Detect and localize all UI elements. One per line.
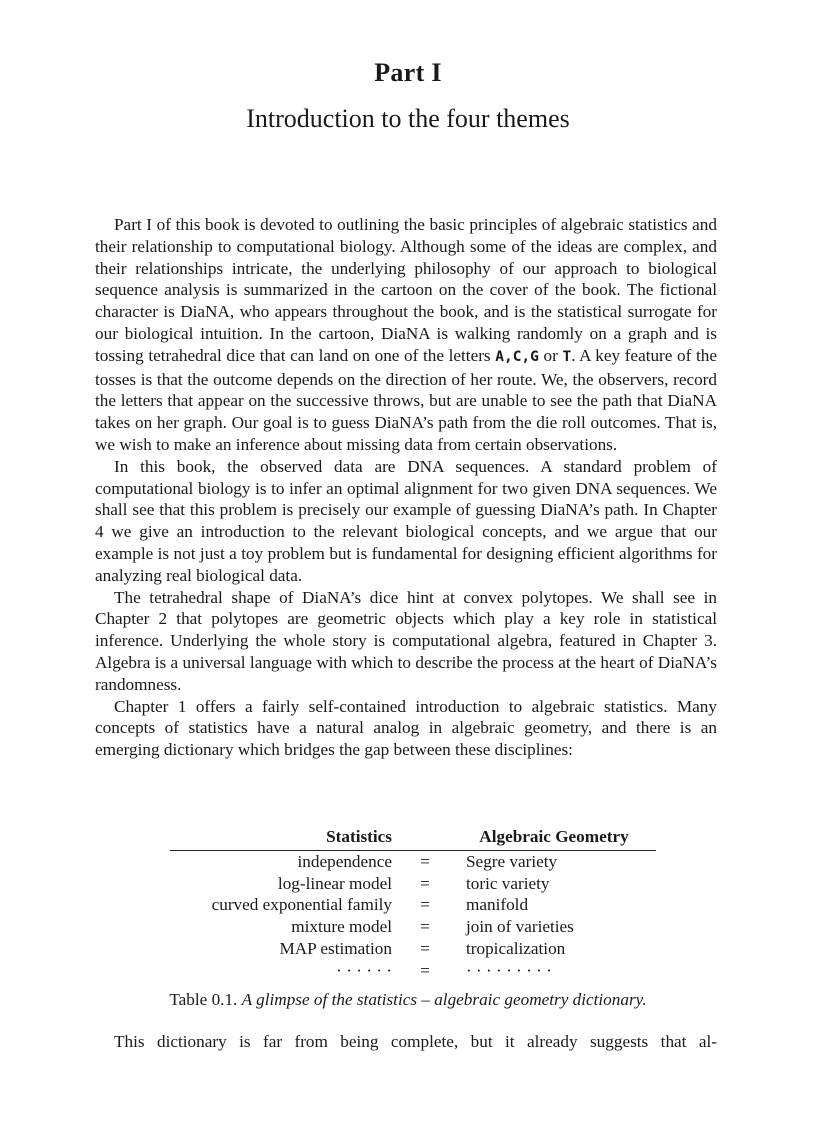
dice-letter-t: T bbox=[562, 348, 572, 365]
table-row bbox=[170, 895, 656, 917]
paragraph-1-or: or bbox=[538, 345, 563, 365]
geometry-term: tropicalization bbox=[466, 939, 566, 959]
paragraph-1-start: Part I of this book is devoted to outlining the basic principles of algebraic statistics and their relationship to computational biology. Although some of the ideas are complex, and their relationships intricate, the underlying philosophy of our approach to biological sequence analysis is summarized in the cartoon on the cover of the book. The fictional character is DiaNA, who appears throughout the book, and is the statistical surrogate for our biological intuition. In the cartoon, DiaNA is walking randomly on a graph and is tossing tetrahedral dice that can land on one of the letters bbox=[95, 215, 717, 365]
part-subtitle: Introduction to the four themes bbox=[246, 104, 570, 133]
header-spacer bbox=[398, 826, 452, 851]
equals-sign: = bbox=[420, 851, 430, 871]
equals-sign: = bbox=[420, 960, 430, 980]
stat-term: independence bbox=[297, 851, 392, 871]
table-caption bbox=[0, 990, 816, 1010]
table-row bbox=[170, 916, 656, 938]
table-row bbox=[170, 873, 656, 895]
geometry-term: join of varieties bbox=[466, 917, 574, 937]
header-algebraic-geometry: Algebraic Geometry bbox=[479, 827, 629, 846]
body-text bbox=[95, 214, 717, 761]
geometry-term: · · · · · · · · · bbox=[466, 960, 552, 980]
stat-term: MAP estimation bbox=[279, 939, 392, 959]
table-row bbox=[170, 851, 656, 873]
header-statistics: Statistics bbox=[326, 827, 392, 846]
part-label: Part I bbox=[374, 58, 442, 87]
equals-sign: = bbox=[420, 895, 430, 915]
geometry-term: Segre variety bbox=[466, 851, 558, 871]
stat-term: curved exponential family bbox=[211, 895, 392, 915]
paragraph-2: In this book, the observed data are DNA sequences. A standard problem of computational biology is to infer an optimal alignment for two given DNA sequences. We shall see that this problem is precisely our example of guessing DiaNA’s path. In Chapter 4 we give an introduction to the relevant biological concepts, and we argue that our example is not just a toy problem but is fundamental for designing efficient algorithms for analyzing real biological data. bbox=[95, 456, 717, 585]
caption-label: Table 0.1. bbox=[169, 990, 238, 1009]
equals-sign: = bbox=[420, 939, 430, 959]
stat-term: · · · · · · bbox=[336, 960, 392, 980]
paragraph-4: Chapter 1 offers a fairly self-contained introduction to algebraic statistics. Many concepts of statistics have a natural analog in algebraic geometry, and there is an emerging dictionary which bridges the gap between these disciplines: bbox=[95, 696, 717, 760]
dictionary-table bbox=[170, 826, 656, 982]
closing-paragraph: This dictionary is far from being complete, but it already suggests that al- bbox=[114, 1032, 717, 1051]
paragraph-1-end: . A key feature of the tosses is that the outcome depends on the direction of her route. We, the observers, record the letters that appear on the successive throws, but are unable to see the path that DiaNA takes on her graph. Our goal is to guess DiaNA’s path from the die roll outcomes. That is, we wish to make an inference about missing data from certain observations. bbox=[95, 345, 717, 454]
table-header-row bbox=[170, 826, 656, 851]
geometry-term: manifold bbox=[466, 895, 529, 915]
table-row bbox=[170, 938, 656, 960]
table-row bbox=[170, 960, 656, 982]
dice-letters: A,C,G bbox=[495, 348, 539, 365]
geometry-term: toric variety bbox=[466, 873, 550, 893]
stat-term: mixture model bbox=[291, 917, 392, 937]
paragraph-3: The tetrahedral shape of DiaNA’s dice hint at convex polytopes. We shall see in Chapter 2 that polytopes are geometric objects which play a key role in statistical inference. Underlying the whole story is computational algebra, featured in Chapter 3. Algebra is a universal language with which to describe the process at the heart of DiaNA’s randomness. bbox=[95, 587, 717, 694]
equals-sign: = bbox=[420, 917, 430, 937]
caption-text: A glimpse of the statistics – algebraic geometry dictionary. bbox=[241, 990, 647, 1009]
paragraph-1 bbox=[95, 214, 717, 456]
stat-term: log-linear model bbox=[277, 873, 392, 893]
equals-sign: = bbox=[420, 873, 430, 893]
